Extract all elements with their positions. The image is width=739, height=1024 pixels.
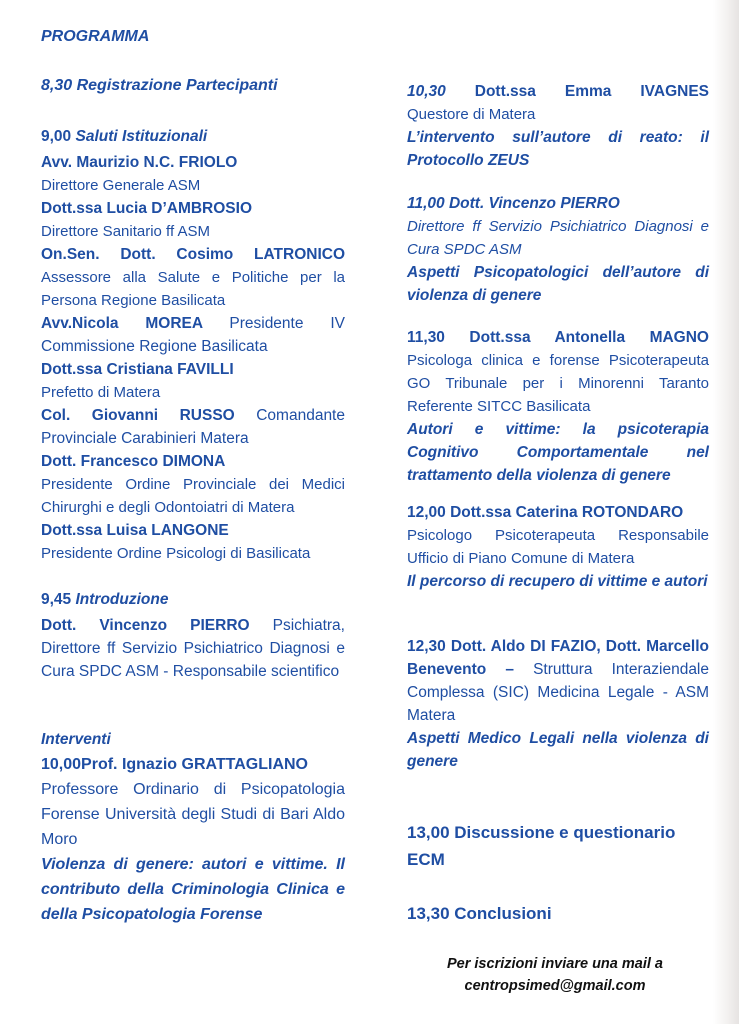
speaker-name: Dott.ssa Antonella MAGNO xyxy=(469,329,709,346)
intervento-heading xyxy=(407,80,709,103)
speaker-role: Struttura Interaziendale Complessa (SIC) Medicina Legale - ASM Matera xyxy=(407,661,709,724)
iscrizioni-email[interactable]: centropsimed@gmail.com xyxy=(464,978,646,994)
introduzione-time: 9,45 xyxy=(41,591,72,608)
saluti-time: 9,00 xyxy=(41,128,72,145)
page-edge-shadow xyxy=(713,0,739,1024)
intervento-heading xyxy=(407,192,709,215)
intervento-time: 11,30 xyxy=(407,329,445,346)
interventi-label xyxy=(41,731,345,749)
speaker-name: Dott.ssa Lucia D’AMBROSIO xyxy=(41,200,252,217)
speaker-name: Dott. Vincenzo PIERRO xyxy=(448,195,620,212)
intervento-time: 12,30 xyxy=(407,638,446,655)
intervento-topic: Aspetti Psicopatologici dell’autore di violenza di genere xyxy=(407,264,709,304)
speaker-role: Professore Ordinario di Psicopatologia Forense Università degli Studi di Bari Aldo Moro xyxy=(41,781,345,848)
intervento-topic: Violenza di genere: autori e vittime. Il contributo della Criminologia Clinica e della Psicopatologia Forense xyxy=(41,856,345,923)
speaker-role: Presidente IV Commissione Regione Basilicata xyxy=(41,315,345,355)
intervento-time: 10,00 xyxy=(41,756,82,773)
speaker-role: Comandante Provinciale Carabinieri Matera xyxy=(41,407,345,447)
speaker-role: Psicologo Psicoterapeuta Responsabile Ufficio di Piano Comune di Matera xyxy=(407,527,709,567)
saluti-title: Saluti Istituzionali xyxy=(75,128,208,145)
intervento-heading xyxy=(41,752,345,777)
speaker-role: Prefetto di Matera xyxy=(41,384,161,401)
intervento-topic: Aspetti Medico Legali nella violenza di genere xyxy=(407,730,709,770)
iscrizioni-text: Per iscrizioni inviare una mail a xyxy=(447,956,663,972)
registrazione-line: 8,30 Registrazione Partecipanti xyxy=(41,77,278,94)
speaker-name: Avv.Nicola MOREA xyxy=(41,315,203,332)
speaker-name: Dott. Vincenzo PIERRO xyxy=(41,617,250,634)
speaker-name: Dott.ssa Caterina ROTONDARO xyxy=(450,504,684,521)
speaker-role: Presidente Ordine Psicologi di Basilicata xyxy=(41,545,311,562)
speaker-name: Dott.ssa Cristiana FAVILLI xyxy=(41,361,234,378)
speaker-role: Direttore Generale ASM xyxy=(41,177,201,194)
intervento-time: 12,00 xyxy=(407,504,446,521)
intervento-time: 11,00 xyxy=(407,195,445,212)
speaker-name: On.Sen. Dott. Cosimo LATRONICO xyxy=(41,246,345,263)
speaker-name: Avv. Maurizio N.C. FRIOLO xyxy=(41,154,238,171)
intervento-topic: L’intervento sull’autore di reato: il Protocollo ZEUS xyxy=(407,129,709,169)
discussione-line: 13,00 Discussione e questionario ECM xyxy=(407,823,676,869)
introduzione-heading xyxy=(41,591,345,609)
speaker-name: Col. Giovanni RUSSO xyxy=(41,407,235,424)
introduzione-entry xyxy=(41,614,345,683)
speaker-name: Prof. Ignazio GRATTAGLIANO xyxy=(81,756,308,773)
speaker-name: Dott. Francesco DIMONA xyxy=(41,453,226,470)
programma-title: PROGRAMMA xyxy=(41,28,150,45)
intervento-entry xyxy=(407,635,709,727)
speaker-entry xyxy=(41,312,345,358)
speaker-role: Direttore Sanitario ff ASM xyxy=(41,223,210,240)
interventi-label-text: Interventi xyxy=(41,731,111,748)
speaker-role: Direttore ff Servizio Psichiatrico Diagnosi e Cura SPDC ASM xyxy=(407,218,709,258)
intervento-time: 10,30 xyxy=(407,83,446,100)
intervento-heading xyxy=(407,501,709,524)
speaker-role: Psichiatra, Direttore ff Servizio Psichiatrico Diagnosi e Cura SPDC ASM - Responsabile scientifico xyxy=(41,617,345,680)
speaker-role: Presidente Ordine Provinciale dei Medici Chirurghi e degli Odontoiatri di Matera xyxy=(41,476,345,516)
speaker-name: Dott.ssa Emma IVAGNES xyxy=(474,83,709,100)
saluti-heading xyxy=(41,128,345,146)
speaker-name: Dott. Aldo DI FAZIO, Dott. Marcello Benevento – xyxy=(407,638,709,678)
speaker-entry xyxy=(41,404,345,450)
speaker-role: Psicologa clinica e forense Psicoterapeuta GO Tribunale per i Minorenni Taranto Referente SITCC Basilicata xyxy=(407,352,709,415)
speaker-name: Dott.ssa Luisa LANGONE xyxy=(41,522,229,539)
speaker-role: Questore di Matera xyxy=(407,106,536,123)
intervento-heading xyxy=(407,326,709,349)
introduzione-title: Introduzione xyxy=(75,591,169,608)
intervento-topic: Il percorso di recupero di vittime e autori xyxy=(407,573,708,590)
intervento-topic: Autori e vittime: la psicoterapia Cognitivo Comportamentale nel trattamento della violenza di genere xyxy=(407,421,709,484)
speaker-role: Assessore alla Salute e Politiche per la Persona Regione Basilicata xyxy=(41,269,345,309)
conclusioni-line: 13,30 Conclusioni xyxy=(407,904,552,923)
